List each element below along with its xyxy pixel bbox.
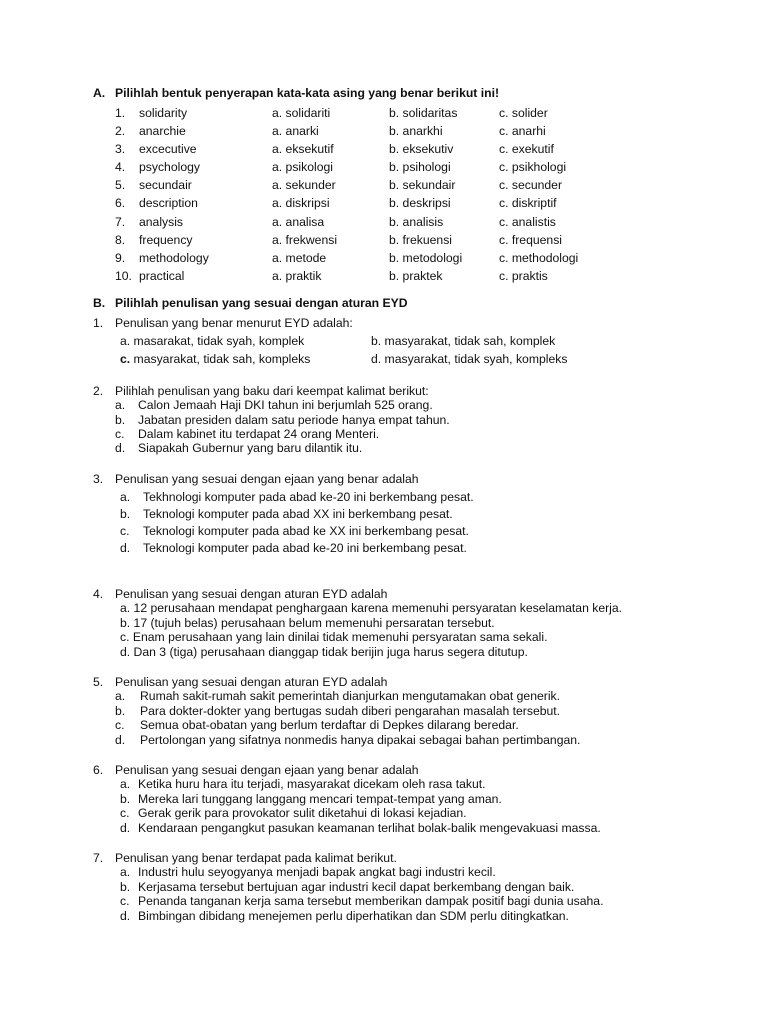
foreign-word: description (139, 196, 198, 210)
option-text: Gerak gerik para provokator sulit diketahui di lokasi kejadian. (138, 806, 467, 820)
option-text: Teknologi komputer pada abad XX ini berkembang pesat. (143, 507, 453, 521)
option-letter: b. (120, 792, 131, 806)
foreign-word: secundair (139, 178, 192, 192)
item-number: 10. (115, 269, 132, 283)
item-number: 1. (115, 106, 126, 120)
option-c: c. psikhologi (499, 160, 567, 174)
table-row (0, 160, 768, 178)
foreign-word: methodology (139, 251, 209, 265)
table-row (0, 215, 768, 233)
option-a: a. frekwensi (272, 233, 338, 247)
foreign-word: practical (139, 269, 185, 283)
question-stem: Penulisan yang benar terdapat pada kalimat berikut. (115, 851, 397, 865)
option-letter: a. (115, 398, 126, 412)
option-line: b. 17 (tujuh belas) perusahaan belum memenuhi persaratan tersebut. (120, 616, 495, 630)
option-c (120, 352, 310, 367)
option-letter: d. (115, 733, 126, 747)
option-b: b. praktek (389, 269, 443, 283)
option-text: masyarakat, tidak sah, kompleks (130, 352, 311, 366)
question-stem: Penulisan yang benar menurut EYD adalah: (115, 316, 353, 330)
option-a: a. sekunder (272, 178, 336, 192)
foreign-word: solidarity (139, 106, 188, 120)
option-letter: c. (115, 427, 125, 441)
option-letter: a. (115, 689, 126, 703)
table-row (0, 178, 768, 196)
question-number: 5. (93, 675, 104, 689)
table-row (0, 124, 768, 142)
item-number: 5. (115, 178, 126, 192)
question-number: 3. (93, 472, 104, 486)
question-number: 7. (93, 851, 104, 865)
option-text: Tekhnologi komputer pada abad ke-20 ini berkembang pesat. (143, 490, 474, 504)
option-letter: d. (120, 909, 131, 923)
option-a: a. diskripsi (272, 196, 330, 210)
option-a: a. psikologi (272, 160, 333, 174)
option-text: Ketika huru hara itu terjadi, masyarakat dicekam oleh rasa takut. (138, 777, 486, 791)
option-letter: c. (120, 524, 130, 538)
section-a-letter: A. (93, 86, 106, 100)
option-b: b. analisis (389, 215, 444, 229)
option-line: c. Enam perusahaan yang lain dinilai tidak memenuhi persyaratan sama sekali. (120, 630, 548, 644)
foreign-word: analysis (139, 215, 184, 229)
option-b: b. sekundair (389, 178, 456, 192)
option-a: a. anarki (272, 124, 319, 138)
option-letter: b. (115, 704, 126, 718)
option-line: a. 12 perusahaan mendapat penghargaan karena memenuhi persyaratan keselamatan kerja. (120, 601, 623, 615)
option-d: d. masyarakat, tidak syah, kompleks (371, 352, 568, 366)
option-text: Teknologi komputer pada abad ke-20 ini berkembang pesat. (143, 541, 467, 555)
question-stem: Penulisan yang sesuai dengan ejaan yang benar adalah (115, 472, 419, 486)
option-c: c. diskriptif (499, 196, 557, 210)
option-c: c. solider (499, 106, 548, 120)
question-stem: Penulisan yang sesuai dengan aturan EYD adalah (115, 587, 388, 601)
option-c: c. exekutif (499, 142, 554, 156)
table-row (0, 269, 768, 287)
item-number: 3. (115, 142, 126, 156)
option-a: a. eksekutif (272, 142, 334, 156)
option-c: c. methodologi (499, 251, 579, 265)
table-row (0, 106, 768, 124)
option-c: c. praktis (499, 269, 548, 283)
option-letter: a. (120, 865, 131, 879)
question-number: 6. (93, 763, 104, 777)
option-letter: d. (120, 821, 131, 835)
question-stem: Pilihlah penulisan yang baku dari keempat kalimat berikut: (115, 384, 429, 398)
option-b: b. masyarakat, tidak sah, komplek (371, 334, 556, 348)
option-text: Calon Jemaah Haji DKI tahun ini berjumlah 525 orang. (138, 398, 433, 412)
item-number: 6. (115, 196, 126, 210)
option-letter: b. (120, 507, 131, 521)
item-number: 2. (115, 124, 126, 138)
option-text: Semua obat-obatan yang berlum terdaftar di Depkes dilarang beredar. (140, 718, 519, 732)
foreign-word: psychology (139, 160, 200, 174)
option-text: Pertolongan yang sifatnya nonmedis hanya dipakai sebagai bahan pertimbangan. (140, 733, 581, 747)
option-c: c. secunder (499, 178, 563, 192)
section-b-letter: B. (93, 296, 106, 310)
section-a-heading: Pilihlah bentuk penyerapan kata-kata asing yang benar berikut ini! (115, 86, 500, 100)
option-letter: d. (120, 541, 131, 555)
option-a: a. solidariti (272, 106, 331, 120)
foreign-word: excecutive (139, 142, 197, 156)
option-line: d. Dan 3 (tiga) perusahaan dianggap tidak berijin juga harus segera ditutup. (120, 645, 528, 659)
option-b: b. eksekutiv (389, 142, 454, 156)
option-a: a. metode (272, 251, 327, 265)
option-b: b. solidaritas (389, 106, 458, 120)
option-c: c. anarhi (499, 124, 546, 138)
option-text: Bimbingan dibidang menejemen perlu diperhatikan dan SDM perlu ditingkatkan. (138, 909, 569, 923)
item-number: 4. (115, 160, 126, 174)
option-letter: b. (115, 413, 126, 427)
option-text: Rumah sakit-rumah sakit pemerintah dianjurkan mengutamakan obat generik. (140, 689, 561, 703)
option-text: Jabatan presiden dalam satu periode hanya empat tahun. (138, 413, 450, 427)
option-c: c. frequensi (499, 233, 563, 247)
foreign-word: anarchie (139, 124, 186, 138)
table-row (0, 196, 768, 214)
option-text: Industri hulu seyogyanya menjadi bapak angkat bagi industri kecil. (138, 865, 496, 879)
item-number: 8. (115, 233, 126, 247)
option-b: b. deskripsi (389, 196, 451, 210)
option-letter: c. (120, 806, 130, 820)
option-letter: b. (120, 880, 131, 894)
option-letter: a. (120, 777, 131, 791)
option-b: b. anarkhi (389, 124, 443, 138)
table-row (0, 142, 768, 160)
option-letter: c. (120, 894, 130, 908)
option-b: b. psihologi (389, 160, 451, 174)
question-stem: Penulisan yang sesuai dengan ejaan yang benar adalah (115, 763, 419, 777)
option-letter: c. (115, 718, 125, 732)
option-letter: c. (120, 352, 131, 366)
section-b-heading: Pilihlah penulisan yang sesuai dengan aturan EYD (115, 296, 408, 310)
item-number: 9. (115, 251, 126, 265)
option-text: Teknologi komputer pada abad ke XX ini berkembang pesat. (143, 524, 469, 538)
question-number: 1. (93, 316, 104, 330)
option-text: Kerjasama tersebut bertujuan agar industri kecil dapat berkembang dengan baik. (138, 880, 575, 894)
question-stem: Penulisan yang sesuai dengan aturan EYD adalah (115, 675, 388, 689)
option-text: Kendaraan pengangkut pasukan keamanan terlihat bolak-balik mengevakuasi massa. (138, 821, 601, 835)
item-number: 7. (115, 215, 126, 229)
table-row (0, 233, 768, 251)
foreign-word: frequency (139, 233, 193, 247)
option-text: Siapakah Gubernur yang baru dilantik itu. (138, 441, 363, 455)
option-a: a. analisa (272, 215, 325, 229)
option-text: Para dokter-dokter yang bertugas sudah diberi pengarahan masalah tersebut. (140, 704, 561, 718)
option-text: Penanda tanganan kerja sama tersebut memberikan dampak positif bagi dunia usaha. (138, 894, 604, 908)
question-number: 2. (93, 384, 104, 398)
option-c: c. analistis (499, 215, 556, 229)
option-letter: d. (115, 441, 126, 455)
option-letter: a. (120, 490, 131, 504)
table-row (0, 251, 768, 269)
option-text: Dalam kabinet itu terdapat 24 orang Menteri. (138, 427, 380, 441)
option-text: Mereka lari tunggang langgang mencari tempat-tempat yang aman. (138, 792, 502, 806)
option-a: a. praktik (272, 269, 322, 283)
option-a: a. masarakat, tidak syah, komplek (120, 334, 305, 348)
option-b: b. metodologi (389, 251, 463, 265)
question-number: 4. (93, 587, 104, 601)
option-b: b. frekuensi (389, 233, 453, 247)
